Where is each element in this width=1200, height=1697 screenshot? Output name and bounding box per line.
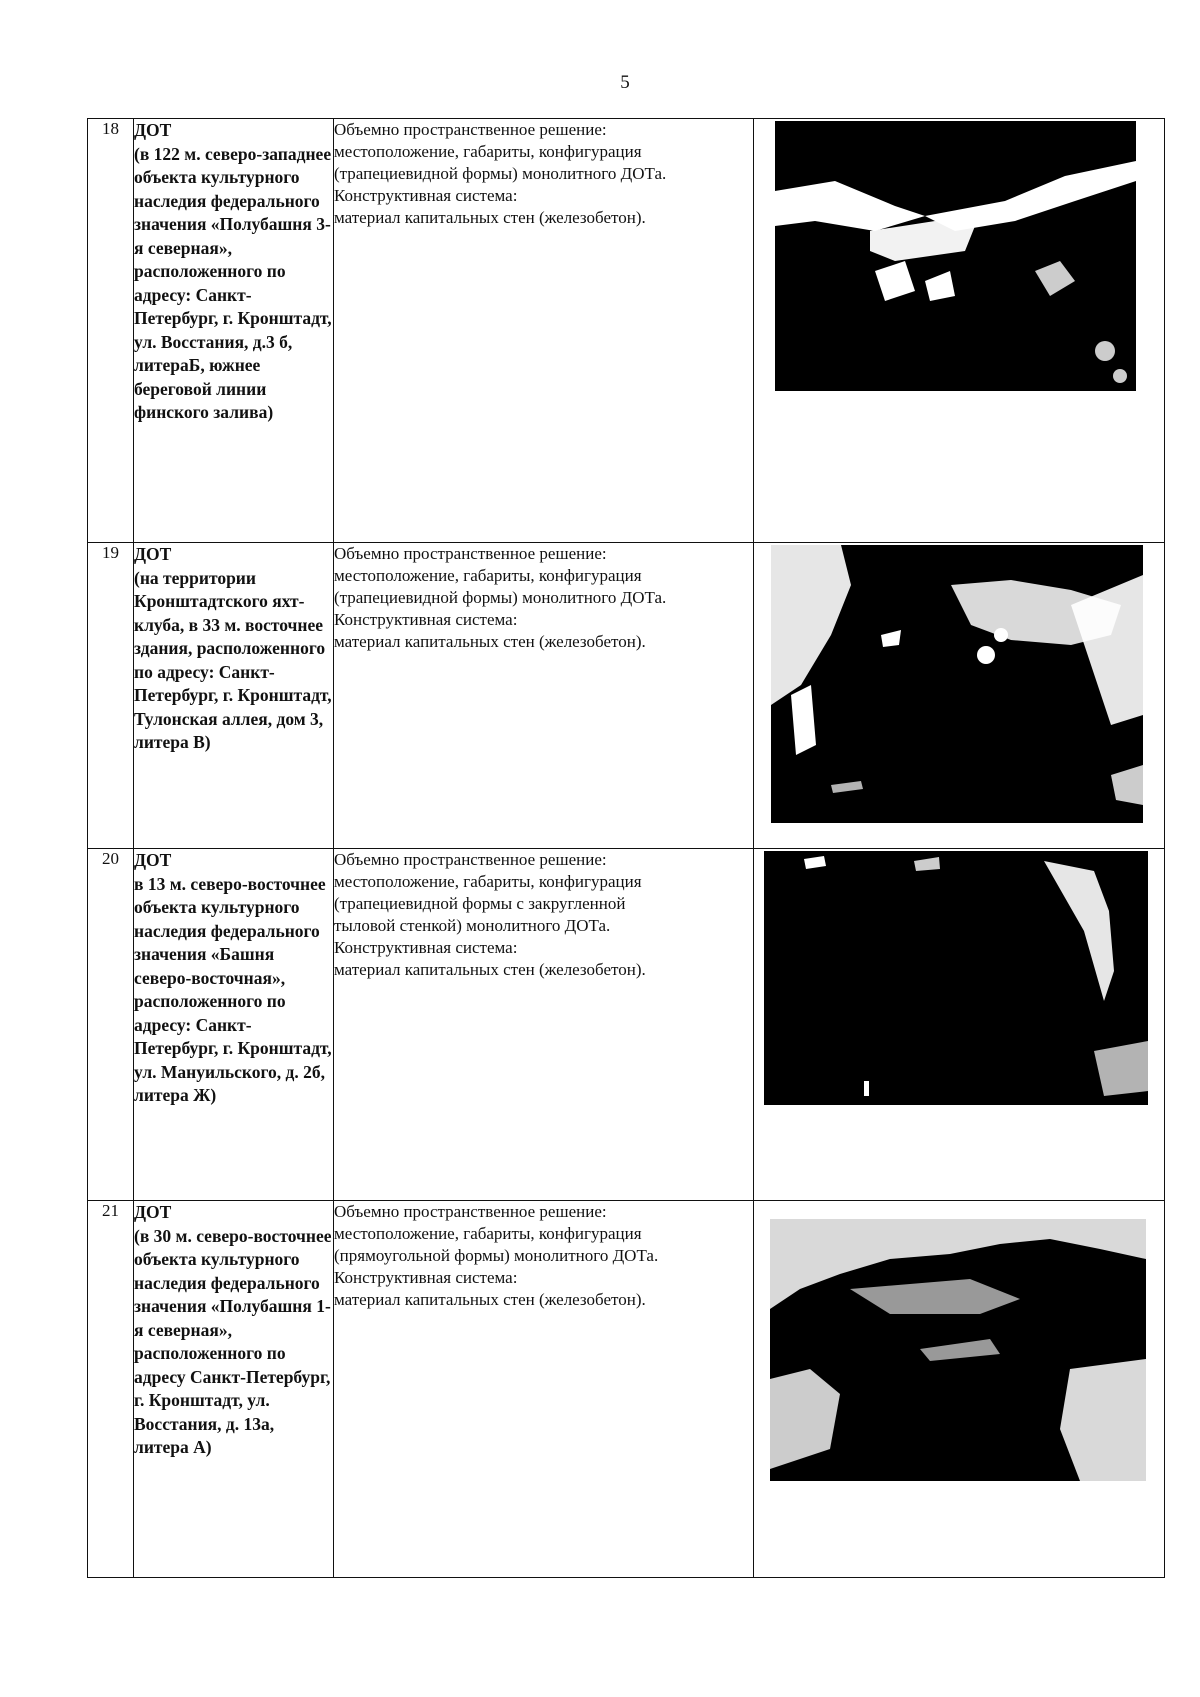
description-line: (трапециевидной формы с закругленной (334, 894, 626, 913)
description-line: Объемно пространственное решение: (334, 120, 607, 139)
description-line: местоположение, габариты, конфигурация (334, 1224, 642, 1243)
row-number: 18 (88, 119, 134, 543)
description-line: местоположение, габариты, конфигурация (334, 872, 642, 891)
description-line: Объемно пространственное решение: (334, 850, 607, 869)
object-title: ДОТ (134, 544, 172, 564)
bunker-photo (764, 851, 1148, 1105)
object-cell (134, 1201, 334, 1578)
object-title: ДОТ (134, 850, 172, 870)
object-cell (134, 849, 334, 1201)
object-location: (в 30 м. северо-восточнее объекта культурного наследия федерального значения «Полубашня 1-я северная», расположенного по адресу Санкт-Петербург, г. Кронштадт, ул. Восстания, д. 13а, литера А) (134, 1225, 332, 1457)
description-line: (трапециевидной формы) монолитного ДОТа. (334, 164, 667, 183)
description-cell (334, 119, 754, 543)
description-cell (334, 849, 754, 1201)
description-line: (прямоугольной формы) монолитного ДОТа. (334, 1246, 659, 1265)
description-line: материал капитальных стен (железобетон). (334, 632, 646, 651)
photo-cell (754, 119, 1165, 543)
description-line: материал капитальных стен (железобетон). (334, 960, 646, 979)
description-line: местоположение, габариты, конфигурация (334, 142, 642, 161)
photo-cell (754, 849, 1165, 1201)
bunker-photo (770, 1219, 1146, 1481)
object-title: ДОТ (134, 120, 172, 140)
table-row (88, 1201, 1165, 1578)
description-line: Конструктивная система: (334, 610, 518, 629)
object-location: (на территории Кронштадтского яхт-клуба, в 33 м. восточнее здания, расположенного по адресу: Санкт-Петербург, г. Кронштадт, Тулонская аллея, дом 3, литера В) (134, 567, 332, 752)
table-row (88, 543, 1165, 849)
description-line: Объемно пространственное решение: (334, 1202, 607, 1221)
description-cell (334, 1201, 754, 1578)
table-row (88, 849, 1165, 1201)
bunker-photo (771, 545, 1143, 823)
description-line: материал капитальных стен (железобетон). (334, 208, 646, 227)
table-row (88, 119, 1165, 543)
object-cell (134, 119, 334, 543)
description-line: Конструктивная система: (334, 186, 518, 205)
monuments-table (87, 118, 1165, 1578)
photo-cell (754, 1201, 1165, 1578)
description-line: Конструктивная система: (334, 938, 518, 957)
description-cell (334, 543, 754, 849)
description-line: местоположение, габариты, конфигурация (334, 566, 642, 585)
row-number: 20 (88, 849, 134, 1201)
row-number: 19 (88, 543, 134, 849)
description-line: материал капитальных стен (железобетон). (334, 1290, 646, 1309)
description-line: Объемно пространственное решение: (334, 544, 607, 563)
description-line: Конструктивная система: (334, 1268, 518, 1287)
photo-cell (754, 543, 1165, 849)
page-number: 5 (620, 72, 630, 93)
bunker-photo (775, 121, 1136, 391)
row-number: 21 (88, 1201, 134, 1578)
object-location: (в 122 м. северо-западнее объекта культурного наследия федерального значения «Полубашня 3-я северная», расположенного по адресу: Санкт-Петербург, г. Кронштадт, ул. Восстания, д.3 б, литераБ, южнее береговой линии финского залива) (134, 143, 332, 422)
object-cell (134, 543, 334, 849)
object-title: ДОТ (134, 1202, 172, 1222)
description-line: (трапециевидной формы) монолитного ДОТа. (334, 588, 667, 607)
object-location: в 13 м. северо-восточнее объекта культурного наследия федерального значения «Башня северо-восточная», расположенного по адресу: Санкт-Петербург, г. Кронштадт, ул. Мануильского, д. 2б, литера Ж) (134, 873, 332, 1105)
description-line: тыловой стенкой) монолитного ДОТа. (334, 916, 611, 935)
